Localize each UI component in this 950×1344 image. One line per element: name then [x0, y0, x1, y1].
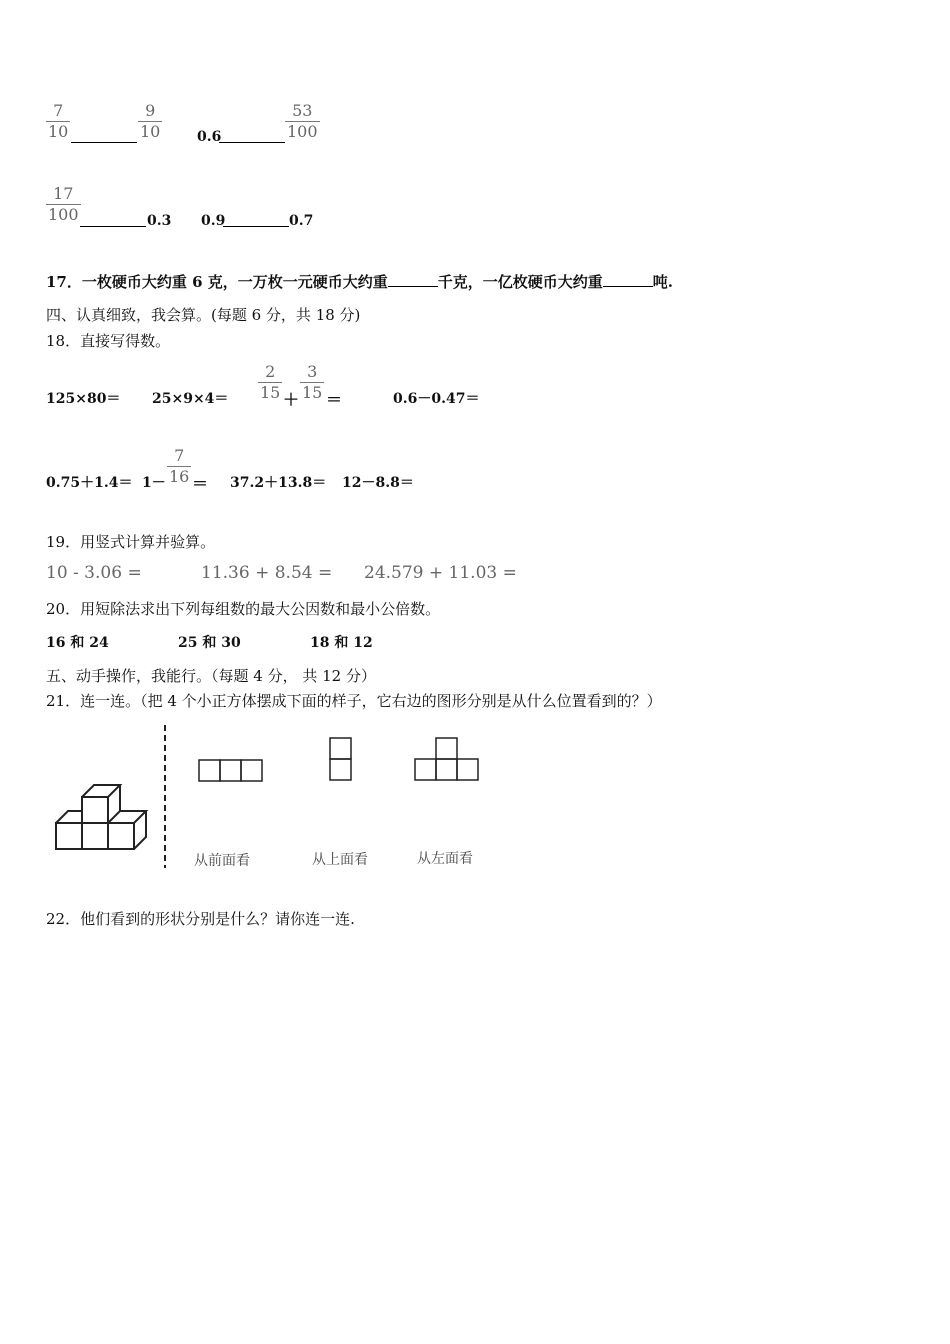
number-group: 25 和 30: [178, 635, 241, 651]
answer-blank[interactable]: [219, 128, 285, 147]
section-5-heading: 五、动手操作，我能行。（每题 4 分， 共 12 分）: [46, 667, 376, 685]
fraction-17-100: $\frac{17}{100}$: [48, 184, 79, 224]
fraction-7-10: $\frac{7}{10}$: [48, 101, 69, 141]
section-4-heading: 四、认真细致，我会算。(每题 6 分，共 18 分): [46, 306, 361, 324]
expression: 1－: [142, 475, 166, 491]
expression: 37.2＋13.8＝: [230, 475, 327, 491]
vertical-calc-3: 24.579 + 11.03 =: [364, 563, 517, 583]
question-21-title: 21．连一连。（把 4 个小正方体摆成下面的样子，它右边的图形分别是从什么位置看到的？）: [46, 692, 662, 710]
question-17: 17．一枚硬币大约重 6 克，一万枚一元硬币大约重 千克，一亿枚硬币大约重 吨.: [46, 273, 674, 291]
equals-sign: ＝: [326, 390, 343, 409]
answer-blank[interactable]: [71, 128, 137, 147]
left-view-shape[interactable]: [415, 738, 478, 780]
fraction-9-10: $\frac{9}{10}$: [140, 101, 161, 141]
answer-blank[interactable]: [223, 212, 289, 231]
label-top-view[interactable]: 从上面看: [312, 852, 368, 868]
decimal-value: 0.9: [201, 213, 226, 229]
expression: 12－8.8＝: [342, 475, 414, 491]
fraction-3-15: $\frac{3}{15}$: [302, 362, 323, 402]
plus-sign: ＋: [283, 390, 300, 409]
fraction-53-100: $\frac{53}{100}$: [287, 101, 318, 141]
decimal-value: 0.3: [147, 213, 172, 229]
label-left-view[interactable]: 从左面看: [417, 851, 473, 867]
question-20-title: 20．用短除法求出下列每组数的最大公因数和最小公倍数。: [46, 600, 441, 618]
top-view-shape[interactable]: [330, 738, 351, 780]
question-18-title: 18．直接写得数。: [46, 332, 171, 350]
answer-blank[interactable]: [603, 274, 653, 287]
expression: 0.6－0.47＝: [393, 391, 480, 407]
equals-sign: ＝: [192, 474, 209, 493]
label-front-view[interactable]: 从前面看: [194, 853, 250, 869]
number-group: 16 和 24: [46, 635, 109, 651]
vertical-calc-2: 11.36 + 8.54 =: [201, 563, 333, 583]
vertical-calc-1: 10 - 3.06 =: [46, 563, 142, 583]
fraction-7-16: $\frac{7}{16}$: [169, 446, 190, 486]
question-22-title: 22．他们看到的形状分别是什么？请你连一连.: [46, 910, 355, 928]
decimal-value: 0.7: [289, 213, 314, 229]
front-view-shape[interactable]: [199, 760, 262, 781]
expression: 125×80＝: [46, 391, 121, 407]
expression: 25×9×4＝: [152, 391, 229, 407]
cube-stack: [56, 785, 146, 849]
number-group: 18 和 12: [310, 635, 373, 651]
fraction-2-15: $\frac{2}{15}$: [260, 362, 281, 402]
cube-views-figure: [46, 720, 506, 879]
question-19-title: 19．用竖式计算并验算。: [46, 533, 216, 551]
answer-blank[interactable]: [388, 274, 438, 287]
decimal-value: 0.6: [197, 129, 222, 145]
expression: 0.75＋1.4＝: [46, 475, 133, 491]
answer-blank[interactable]: [80, 212, 146, 231]
